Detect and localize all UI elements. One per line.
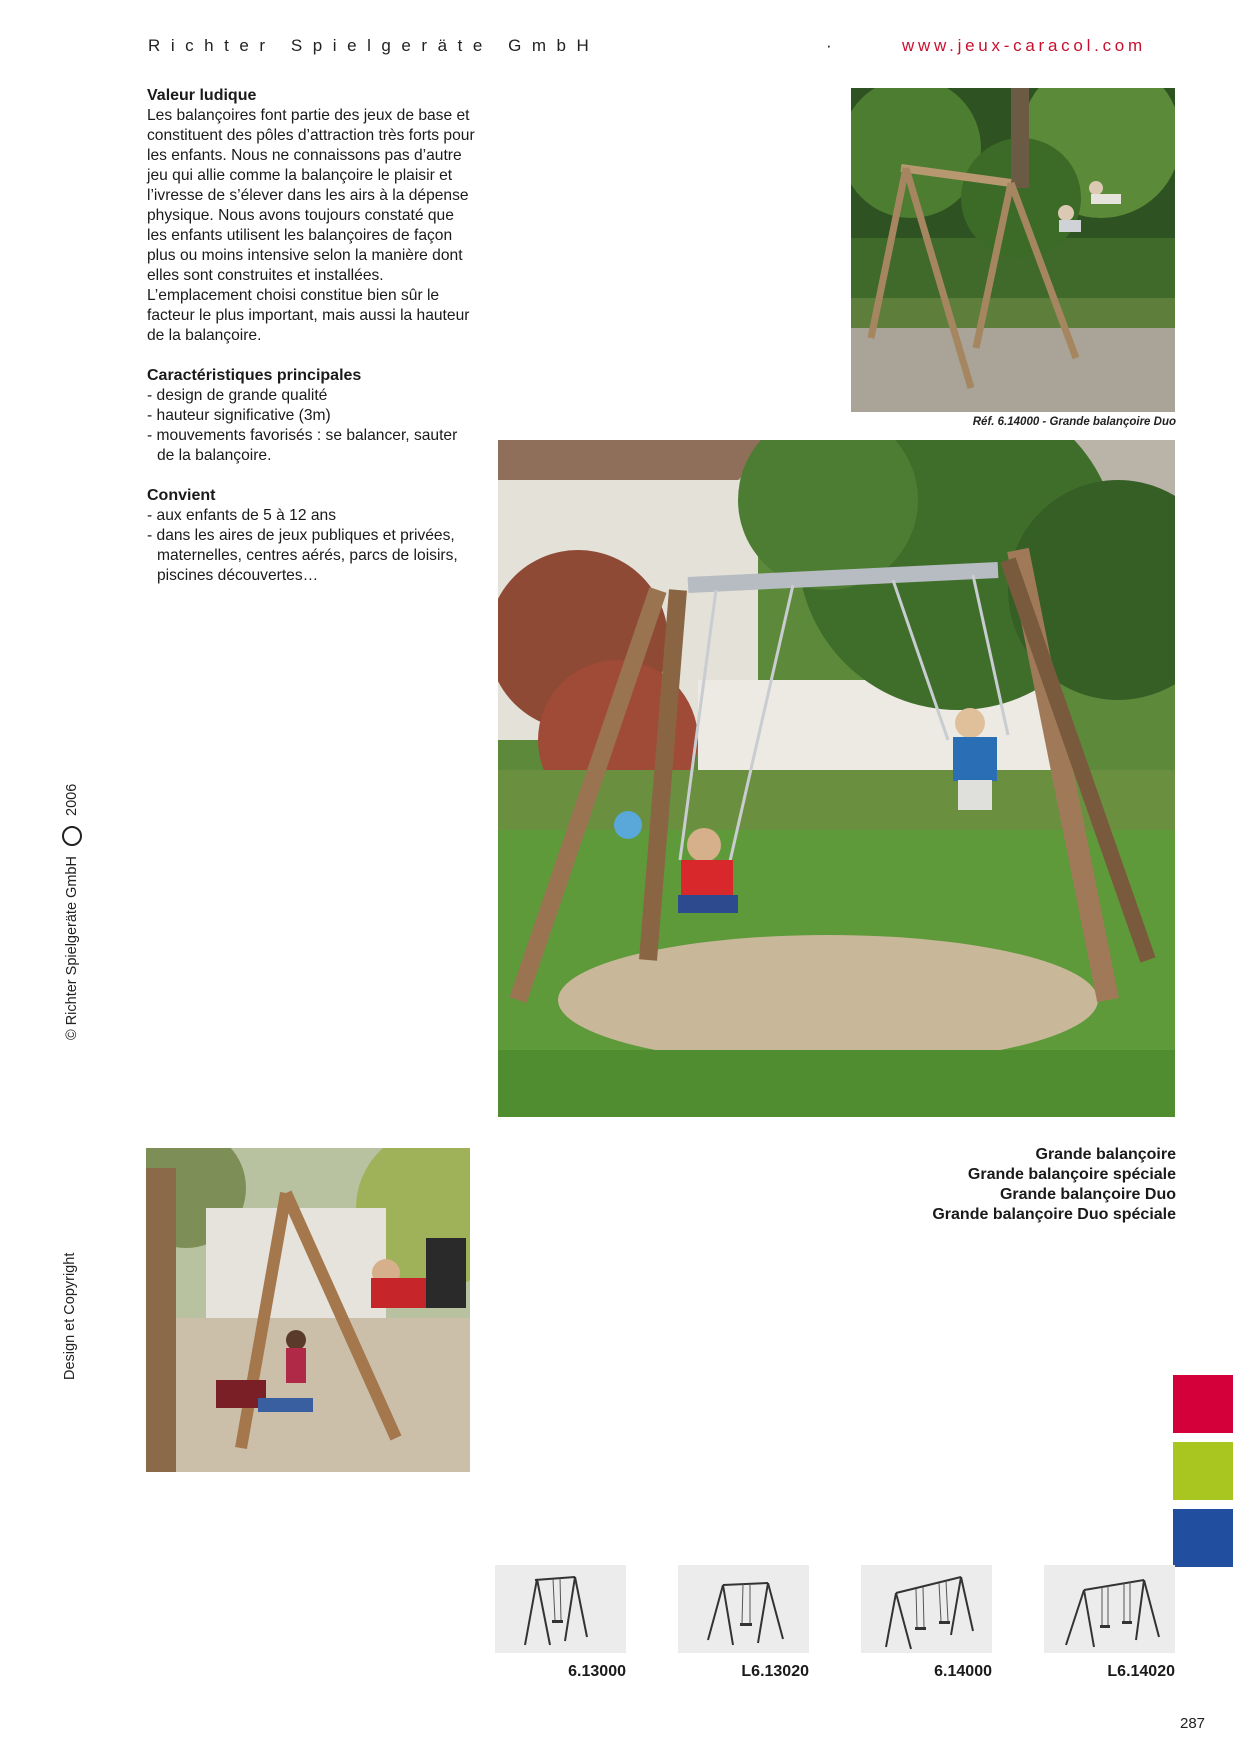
photo-duo-swing [851,88,1175,412]
section-title: Caractéristiques principales [147,367,362,384]
product-code: 6.13000 [568,1663,626,1680]
section-convient [147,486,477,586]
product-code: L6.13020 [741,1663,809,1680]
product-thumbnail[interactable] [678,1565,809,1653]
photo-large-swing [498,440,1175,1117]
product-thumbnail[interactable] [861,1565,992,1653]
product-code: 6.14000 [934,1663,992,1680]
product-names [932,1145,1176,1225]
section-valeur-ludique [147,86,477,346]
photo-caption: Réf. 6.14000 - Grande balançoire Duo [972,416,1176,428]
list-item: - dans les aires de jeux publiques et privées, maternelles, centres aérés, parcs de loisirs, piscines découvertes… [147,527,458,584]
product-thumbnail[interactable] [1044,1565,1175,1653]
product-thumbnail[interactable] [495,1565,626,1653]
product-code: L6.14020 [1107,1663,1175,1680]
section-caracteristiques [147,366,477,466]
product-name: Grande balançoire Duo spéciale [932,1206,1176,1223]
product-name: Grande balançoire Duo [999,1186,1176,1203]
product-name: Grande balançoire spéciale [967,1166,1176,1183]
photo-children-swing [146,1148,470,1472]
page-number: 287 [1180,1715,1206,1732]
side-design-copyright: Design et Copyright [62,1252,78,1380]
section-body: Les balançoires font partie des jeux de base et constituent des pôles d’attraction très forts pour les enfants. Nous ne connaissons pas d’autre jeu qui allie comme la balançoire le plaisir et l’ivresse de s’élever dans les airs à la dépense physique. Nous avons toujours constaté que les enfants utilisent les balançoires de façon plus ou moins intensive selon la manière dont elles sont construites et installées. L’emplacement choisi constitue bien sûr le facteur le plus important, mais aussi la hauteur de la balançoire. [147,107,475,344]
description-column [147,86,477,606]
section-title: Valeur ludique [147,87,257,104]
header-separator: · [826,36,832,55]
section-title: Convient [147,487,216,504]
product-name: Grande balançoire [1035,1146,1176,1163]
color-tab-green [1173,1442,1233,1500]
copyright-text: © Richter Spielgeräte GmbH [63,856,80,1040]
color-tab-red [1173,1375,1233,1433]
copyright-year: 2006 [63,783,80,816]
company-name: Richter Spielgeräte GmbH [148,36,600,55]
list-item: - mouvements favorisés : se balancer, sauter de la balançoire. [147,427,458,464]
side-copyright [62,784,82,1040]
list-item: - design de grande qualité [147,387,328,404]
website-url[interactable]: www.jeux-caracol.com [902,36,1146,55]
list-item: - hauteur significative (3m) [147,407,331,424]
caracol-logo [62,826,82,846]
list-item: - aux enfants de 5 à 12 ans [147,507,336,524]
color-tab-blue [1173,1509,1233,1567]
